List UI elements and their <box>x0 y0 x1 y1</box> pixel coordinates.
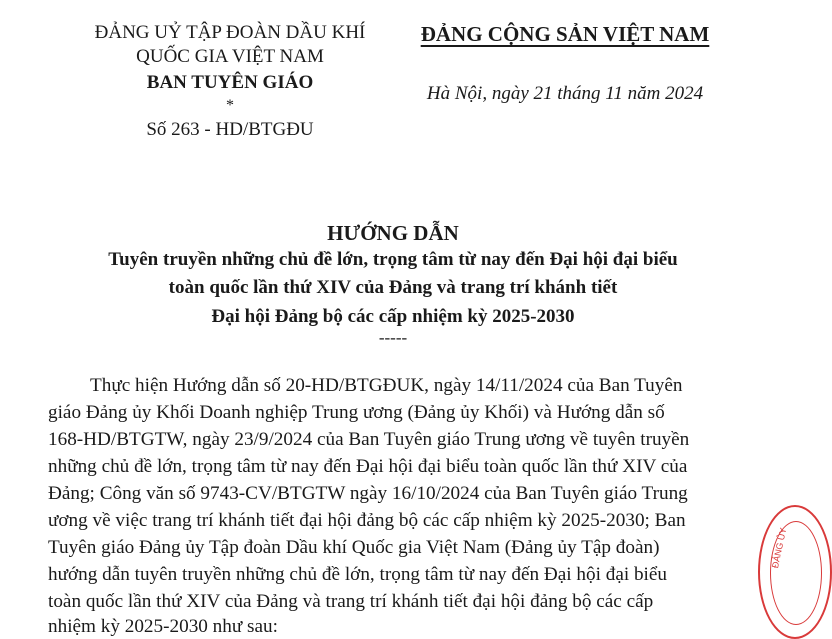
stamp-text: ĐẢNG ỦY <box>770 526 789 570</box>
body-line: Thực hiện Hướng dẫn số 20-HD/BTGĐUK, ngày 14/11/2024 của Ban Tuyên <box>90 375 683 396</box>
document-number: Số 263 - HD/BTGĐU <box>146 119 314 140</box>
title-separator: ----- <box>378 328 408 347</box>
body-line: toàn quốc lần thứ XIV của Đảng và trang trí khánh tiết đại hội đảng bộ các cấp <box>48 591 654 612</box>
org-name-line1: ĐẢNG UỶ TẬP ĐOÀN DẦU KHÍ <box>94 22 366 43</box>
subject-line-1: Tuyên truyền những chủ đề lớn, trọng tâm từ nay đến Đại hội đại biểu <box>108 249 678 270</box>
body-line: hướng dẫn tuyên truyền những chủ đề lớn, trọng tâm từ nay đến Đại hội đại biểu <box>48 564 667 585</box>
body-line: Đảng; Công văn số 9743-CV/BTGTW ngày 16/10/2024 của Ban Tuyên giáo Trung <box>48 483 688 504</box>
subject-line-2: toàn quốc lần thứ XIV của Đảng và trang trí khánh tiết <box>168 277 618 298</box>
document-type-title: HƯỚNG DẪN <box>327 221 459 245</box>
department-name: BAN TUYÊN GIÁO <box>146 72 314 93</box>
org-name-line2: QUỐC GIA VIỆT NAM <box>136 46 324 67</box>
body-line: nhiệm kỳ 2025-2030 như sau: <box>48 616 278 637</box>
official-stamp-seal <box>758 505 832 639</box>
body-line: giáo Đảng ủy Khối Doanh nghiệp Trung ương (Đảng ủy Khối) và Hướng dẫn số <box>48 402 665 423</box>
header-star: * <box>226 97 234 114</box>
subject-line-3: Đại hội Đảng bộ các cấp nhiệm kỳ 2025-2030 <box>211 306 575 327</box>
place-date: Hà Nội, ngày 21 tháng 11 năm 2024 <box>426 83 704 104</box>
body-line: những chủ đề lớn, trọng tâm từ nay đến Đại hội đại biểu toàn quốc lần thứ XIV của <box>48 456 688 477</box>
body-line: 168-HD/BTGTW, ngày 23/9/2024 của Ban Tuyên giáo Trung ương về tuyên truyền <box>48 429 690 450</box>
body-line: Tuyên giáo Đảng ủy Tập đoàn Dầu khí Quốc gia Việt Nam (Đảng ủy Tập đoàn) <box>48 537 660 558</box>
party-name: ĐẢNG CỘNG SẢN VIỆT NAM <box>420 22 710 46</box>
body-line: ương về việc trang trí khánh tiết đại hội đảng bộ các cấp nhiệm kỳ 2025-2030; Ban <box>48 510 686 531</box>
